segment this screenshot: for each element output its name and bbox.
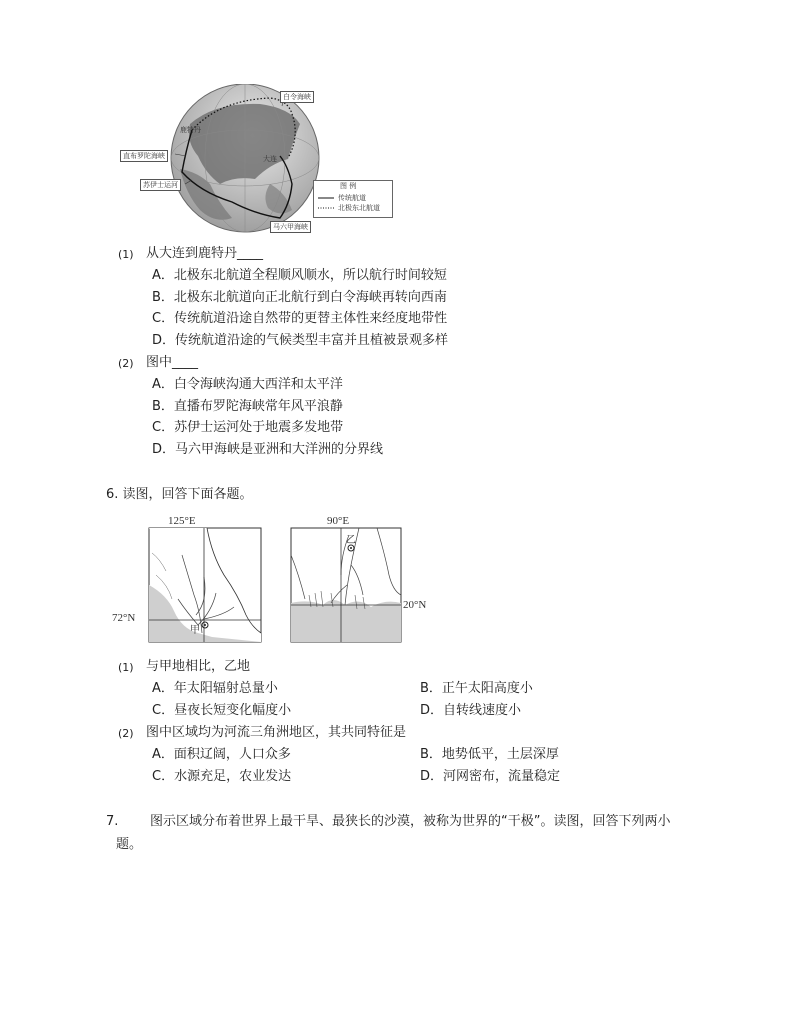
q6-sub2-option-b[interactable]: B．地势低平，土层深厚 — [420, 747, 559, 762]
map-legend — [313, 180, 393, 218]
legend-traditional: 传统航道 — [338, 194, 366, 202]
delta-map-2-drawing — [289, 515, 434, 645]
q5-sub1-option-d[interactable]: D．传统航道沿途的气候类型丰富并且植被景观多样 — [152, 333, 449, 348]
map1-latitude-label: 72°N — [112, 612, 136, 624]
q6-sub2-option-d[interactable]: D．河网密布，流量稳定 — [420, 769, 561, 784]
gibraltar-label: 直布罗陀海峡 — [120, 150, 168, 162]
q5-sub1-number: (1) — [118, 248, 134, 261]
legend-title: 图 例 — [340, 182, 357, 190]
q6-sub1-option-c[interactable]: C．昼夜长短变化幅度小 — [152, 703, 292, 718]
q5-sub2-option-d[interactable]: D．马六甲海峡是亚洲和大洋洲的分界线 — [152, 442, 384, 457]
q5-sub1-option-a[interactable]: A．北极东北航道全程顺风顺水，所以航行时间较短 — [152, 268, 447, 283]
q6-sub2-number: (2) — [118, 727, 134, 740]
q5-sub2-option-c[interactable]: C．苏伊士运河处于地震多发地带 — [152, 420, 344, 435]
malacca-label: 马六甲海峡 — [270, 221, 311, 233]
q6-sub2-stem: 图中区域均为河流三角洲地区，其共同特征是 — [146, 725, 407, 740]
dalian-label: 大连 — [263, 155, 277, 163]
q6-sub2-option-a[interactable]: A．面积辽阔，人口众多 — [152, 747, 291, 762]
rotterdam-label: 鹿特丹 — [180, 126, 201, 134]
map1-place-label: 甲 — [190, 625, 200, 636]
map2-latitude-label: 20°N — [403, 599, 427, 611]
q5-sub1-option-c[interactable]: C．传统航道沿途自然带的更替主体性来经度地带性 — [152, 311, 448, 326]
bering-strait-label: 白令海峡 — [280, 91, 314, 103]
q6-sub1-number: (1) — [118, 661, 134, 674]
q7-text-line1: 图示区域分布着世界上最干旱、最狭长的沙漠，被称为世界的“干极”。读图，回答下列两小 — [150, 814, 671, 829]
q6-sub1-stem: 与甲地相比，乙地 — [146, 659, 251, 674]
q5-sub2-stem: 图中____ — [146, 355, 199, 370]
legend-arctic: 北极东北航道 — [338, 204, 380, 212]
delta-map-2 — [289, 515, 434, 645]
map2-longitude-label: 90°E — [327, 515, 350, 527]
q5-sub1-option-b[interactable]: B．北极东北航道向正北航行到白令海峡再转向西南 — [152, 290, 447, 305]
suez-label: 苏伊士运河 — [140, 179, 181, 191]
traditional-route-swatch — [318, 196, 334, 200]
map1-longitude-label: 125°E — [168, 515, 196, 527]
delta-map-1 — [112, 515, 268, 645]
globe-map-figure — [120, 84, 380, 236]
q7-number: 7. — [106, 814, 119, 829]
q6-sub1-option-a[interactable]: A．年太阳辐射总量小 — [152, 681, 278, 696]
q5-sub2-option-a[interactable]: A．白令海峡沟通大西洋和太平洋 — [152, 377, 343, 392]
q6-sub1-option-b[interactable]: B．正午太阳高度小 — [420, 681, 533, 696]
q6-sub1-option-d[interactable]: D．自转线速度小 — [420, 703, 522, 718]
q6-title: 6. 读图，回答下面各题。 — [106, 487, 253, 502]
map2-place-label: 乙 — [346, 535, 356, 546]
q6-sub2-option-c[interactable]: C．水源充足，农业发达 — [152, 769, 292, 784]
arctic-route-swatch — [318, 206, 334, 210]
q5-sub1-stem: 从大连到鹿特丹____ — [146, 246, 264, 261]
q5-sub2-number: (2) — [118, 357, 134, 370]
q7-text-line2: 题。 — [116, 837, 143, 852]
q5-sub2-option-b[interactable]: B．直播布罗陀海峡常年风平浪静 — [152, 399, 343, 414]
